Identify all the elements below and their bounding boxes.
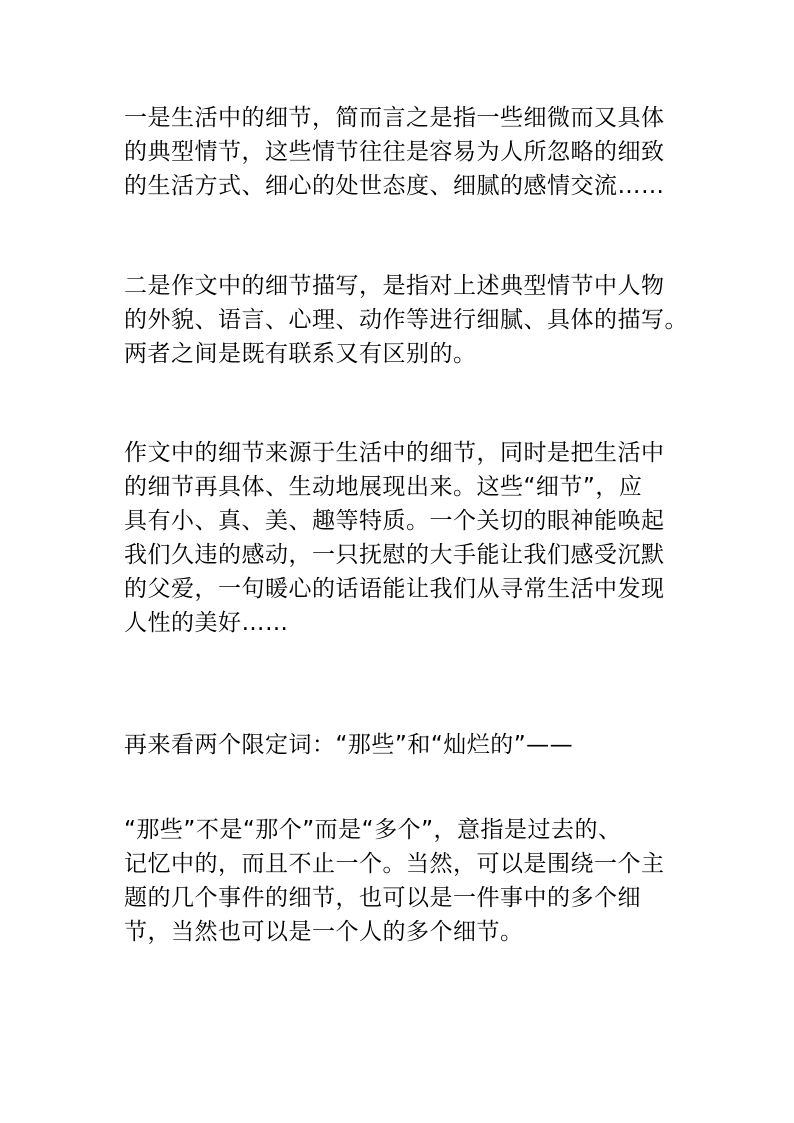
- paragraph-those-meaning: [124, 813, 674, 949]
- text-line: 两者之间是既有联系又有区别的。: [124, 341, 477, 367]
- text-line: 我们久违的感动，一只抚慰的大手能让我们感受沉默: [124, 542, 665, 568]
- text-line: 的典型情节，这些情节往往是容易为人所忽略的细致: [124, 139, 665, 165]
- text-line: 具有小、真、美、趣等特质。一个关切的眼神能唤起: [124, 508, 665, 534]
- text-line: 的外貌、语言、心理、动作等进行细腻、具体的描写。: [124, 307, 688, 333]
- text-line: 再来看两个限定词：“那些”和“灿烂的”——: [124, 732, 574, 758]
- text-line: 的细节再具体、生动地展现出来。这些“细节”，应: [124, 474, 643, 500]
- paragraph-qualifiers: [124, 728, 674, 762]
- text-line: 的父爱，一句暖心的话语能让我们从寻常生活中发现: [124, 576, 665, 602]
- paragraph-life-details: [124, 101, 674, 203]
- text-line: 二是作文中的细节描写，是指对上述典型情节中人物: [124, 273, 665, 299]
- paragraph-writing-details: [124, 269, 688, 371]
- text-line: 记忆中的，而且不止一个。当然，可以是围绕一个主: [124, 851, 665, 877]
- text-line: 节，当然也可以是一个人的多个细节。: [124, 919, 524, 945]
- paragraph-detail-source: [124, 436, 674, 640]
- text-line: “那些”不是“那个”而是“多个”，意指是过去的、: [124, 817, 622, 843]
- text-line: 人性的美好……: [124, 610, 289, 636]
- text-line: 作文中的细节来源于生活中的细节，同时是把生活中: [124, 440, 665, 466]
- text-line: 题的几个事件的细节，也可以是一件事中的多个细: [124, 885, 641, 911]
- text-line: 的生活方式、细心的处世态度、细腻的感情交流……: [124, 173, 665, 199]
- text-line: 一是生活中的细节，简而言之是指一些细微而又具体: [124, 105, 665, 131]
